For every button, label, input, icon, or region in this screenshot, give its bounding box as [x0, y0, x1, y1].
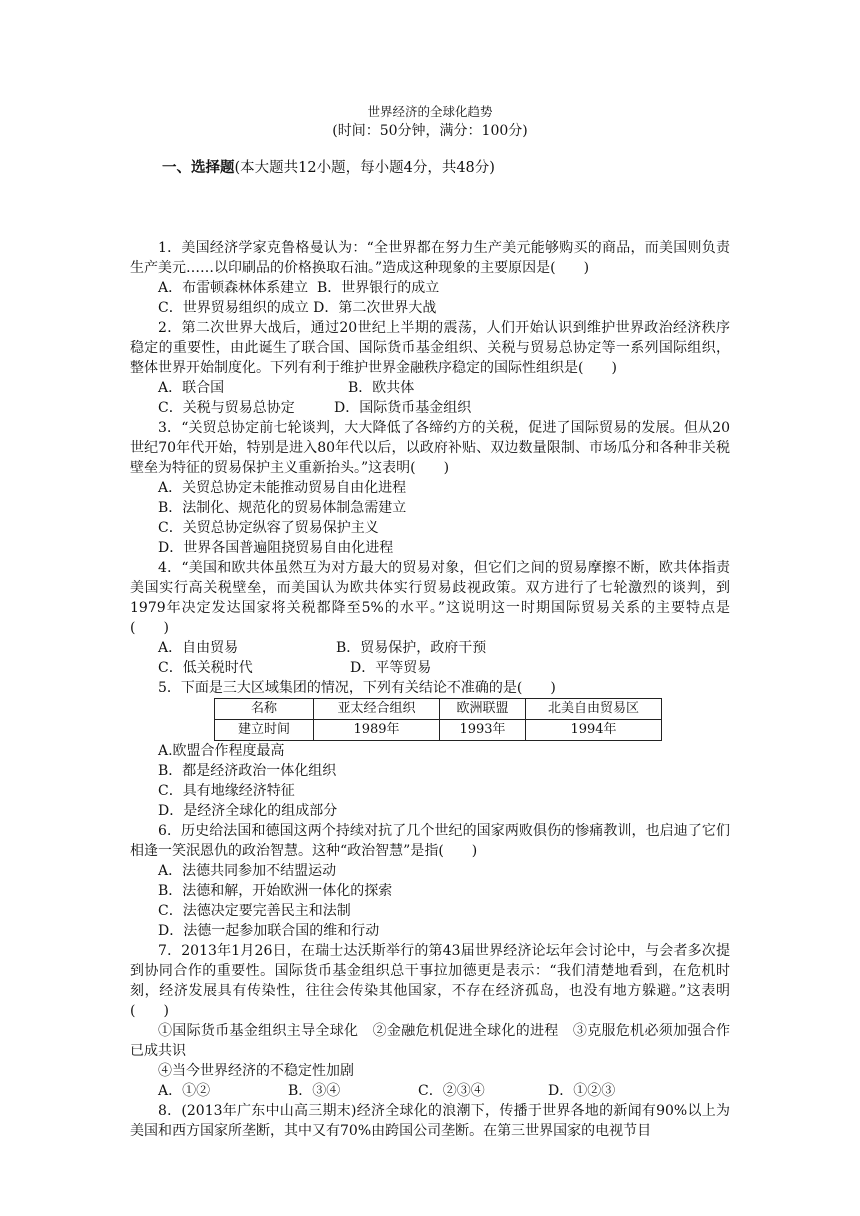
table-cell: 1989年 — [314, 720, 440, 741]
question-2-options-cd — [130, 398, 730, 418]
question-5-stem: 5．下面是三大区域集团的情况，下列有关结论不准确的是( ) — [158, 680, 556, 696]
question-6-option-a: A．法德共同参加不结盟运动 — [158, 863, 337, 879]
question-4-options-ab — [130, 638, 730, 658]
question-list — [130, 238, 730, 1141]
section-heading — [162, 158, 495, 178]
question-4-option-c: C．低关税时代 — [158, 660, 253, 676]
question-7-option-a: A．①② — [158, 1083, 211, 1099]
question-3-option-d: D．世界各国普遍阻挠贸易自由化进程 — [158, 540, 394, 556]
section-label: 一、选择题 — [162, 159, 235, 176]
question-5-option-d: D．是经济全球化的组成部分 — [158, 803, 338, 819]
question-4-stem: 4．“美国和欧共体虽然互为对方最大的贸易对象，但它们之间的贸易摩擦不断，欧共体指责美国实行高关税壁垒，而美国认为欧共体实行贸易歧视政策。双方进行了七轮激烈的谈判，到1979年决定发达国家将关税都降至5%的水平。”这说明这一时期国际贸易关系的主要特点是( ) — [130, 560, 730, 636]
question-4-option-a: A．自由贸易 — [158, 640, 239, 656]
question-6-option-d: D．法德一起参加联合国的维和行动 — [158, 923, 380, 939]
page-subtitle: (时间：50分钟，满分：100分) — [332, 123, 528, 139]
page-title: 世界经济的全球化趋势 — [367, 104, 493, 119]
question-7-option-d: D．①②③ — [548, 1083, 616, 1099]
question-6-option-c: C．法德决定要完善民主和法制 — [158, 903, 351, 919]
question-1-stem: 1．美国经济学家克鲁格曼认为：“全世界都在努力生产美元能够购买的商品，而美国则负责生产美元……以印刷品的价格换取石油。”造成这种现象的主要原因是( ) — [130, 240, 730, 276]
question-7-statements-2: ④当今世界经济的不稳定性加剧 — [158, 1063, 354, 1079]
question-4-option-d: D．平等贸易 — [350, 660, 432, 676]
question-2-option-d: D．国际货币基金组织 — [334, 400, 472, 416]
question-2-option-b: B．欧共体 — [348, 380, 415, 396]
question-7-statements-1: ①国际货币基金组织主导全球化 ②金融危机促进全球化的进程 ③克服危机必须加强合作已成共识 — [130, 1023, 730, 1059]
question-6-option-b: B．法德和解，开始欧洲一体化的探索 — [158, 883, 393, 899]
question-1-options-ab: A．布雷顿森林体系建立 B．世界银行的成立 — [158, 280, 440, 296]
question-6-stem: 6．历史给法国和德国这两个持续对抗了几个世纪的国家两败俱伤的惨痛教训，也启迪了它们相逢一笑泯恩仇的政治智慧。这种“政治智慧”是指( ) — [130, 823, 730, 859]
question-3-stem: 3．“关贸总协定前七轮谈判，大大降低了各缔约方的关税，促进了国际贸易的发展。但从20世纪70年代开始，特别是进入80年代以后，以政府补贴、双边数量限制、市场瓜分和各种非关税壁垒为特征的贸易保护主义重新抬头。”这表明( ) — [130, 420, 730, 476]
question-2-stem: 2．第二次世界大战后，通过20世纪上半期的震荡，人们开始认识到维护世界政治经济秩序稳定的重要性，由此诞生了联合国、国际货币基金组织、关税与贸易总协定等一系列国际组织，整体世界开始制度化。下列有利于维护世界金融秩序稳定的国际性组织是( ) — [130, 320, 730, 376]
title-block — [0, 103, 860, 141]
question-2-option-a: A．联合国 — [158, 380, 225, 396]
question-5-option-a: A.欧盟合作程度最高 — [158, 743, 285, 759]
question-3-option-a: A．关贸总协定未能推动贸易自由化进程 — [158, 480, 407, 496]
question-1-options-cd: C．世界贸易组织的成立 D．第二次世界大战 — [158, 300, 437, 316]
table-header-cell: 欧洲联盟 — [440, 699, 526, 720]
question-5-option-c: C．具有地缘经济特征 — [158, 783, 295, 799]
table-header-cell: 亚太经合组织 — [314, 699, 440, 720]
table-row — [215, 720, 662, 741]
question-2-option-c: C．关税与贸易总协定 — [158, 400, 295, 416]
question-5-option-b: B．都是经济政治一体化组织 — [158, 763, 337, 779]
question-7-stem: 7．2013年1月26日，在瑞士达沃斯举行的第43届世界经济论坛年会讨论中，与会者多次提到协同合作的重要性。国际货币基金组织总干事拉加德更是表示：“我们清楚地看到，在危机时刻，经济发展具有传染性，往往会传染其他国家，不存在经济孤岛，也没有地方躲避。”这表明( ) — [130, 943, 730, 1019]
table-header-cell: 北美自由贸易区 — [526, 699, 662, 720]
section-note: (本大题共12小题，每小题4分，共48分) — [234, 160, 495, 176]
question-3-option-c: C．关贸总协定纵容了贸易保护主义 — [158, 520, 379, 536]
table-cell: 建立时间 — [215, 720, 314, 741]
question-7-options — [130, 1081, 730, 1101]
question-7-option-b: B．③④ — [288, 1083, 341, 1099]
question-2-options-ab — [130, 378, 730, 398]
question-4-options-cd — [130, 658, 730, 678]
table-header-row — [215, 699, 662, 720]
question-3-option-b: B．法制化、规范化的贸易体制急需建立 — [158, 500, 407, 516]
table-cell: 1993年 — [440, 720, 526, 741]
question-4-option-b: B．贸易保护，政府干预 — [336, 640, 487, 656]
table-cell: 1994年 — [526, 720, 662, 741]
regional-blocs-table — [214, 698, 662, 741]
question-7-option-c: C．②③④ — [418, 1083, 485, 1099]
table-header-cell: 名称 — [215, 699, 314, 720]
question-8-stem: 8．(2013年广东中山高三期末)经济全球化的浪潮下，传播于世界各地的新闻有90%以上为美国和西方国家所垄断，其中又有70%由跨国公司垄断。在第三世界国家的电视节目 — [130, 1103, 730, 1139]
